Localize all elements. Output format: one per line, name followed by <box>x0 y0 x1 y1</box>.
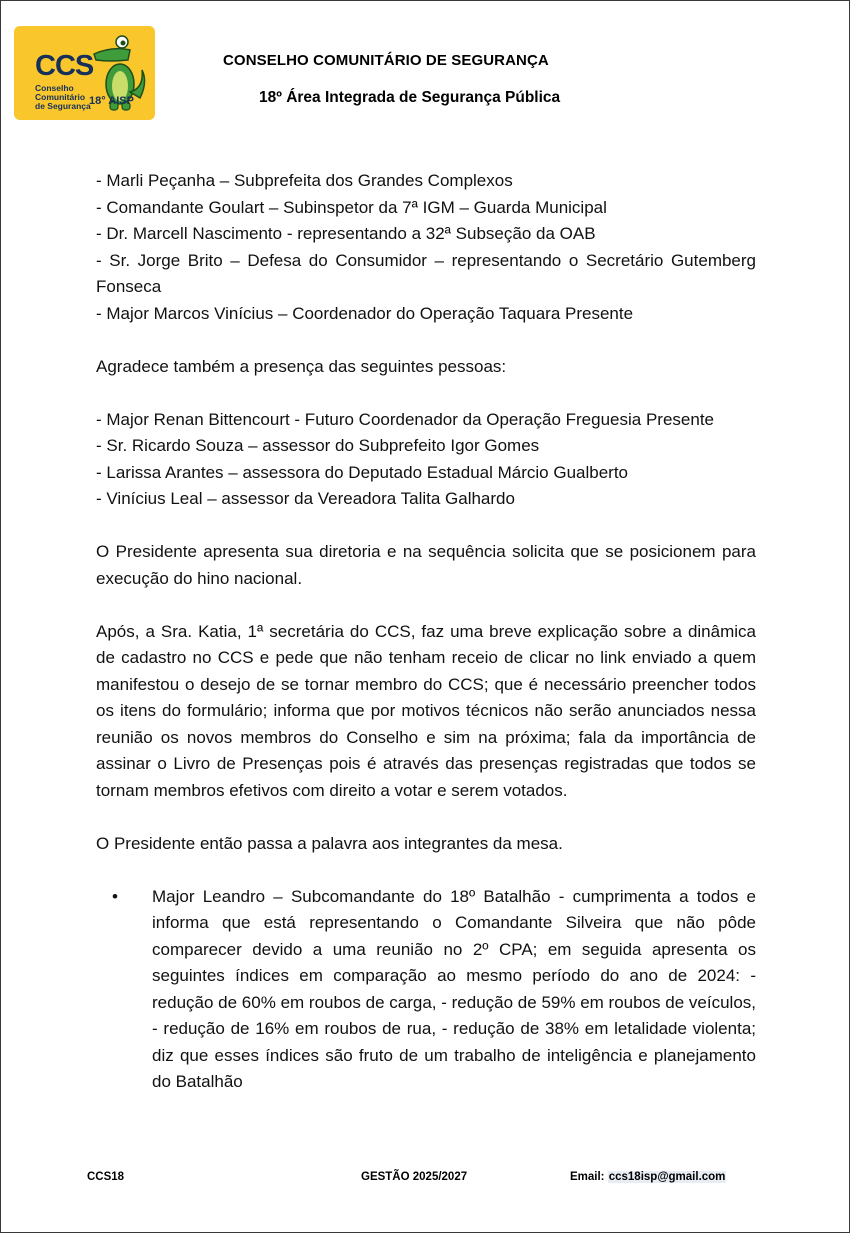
paragraph-secretary: Após, a Sra. Katia, 1ª secretária do CCS, faz uma breve explicação sobre a dinâmica de cadastro no CCS e pede que não tenham receio de clicar no link enviado a quem manifestou o desejo de se tornar membro do CCS; que é necessário preencher todos os itens do formulário; informa que por motivos técnicos não serão anunciados nessa reunião os novos membros do Conselho e sim na próxima; fala da importância de assinar o Livro de Presenças pois é através das presenças registradas que todos se tornam membros efetivos com direito a votar e serem votados. <box>96 621 756 800</box>
footer-email <box>570 1171 726 1183</box>
footer-term: GESTÃO 2025/2027 <box>361 1171 468 1183</box>
list-item: - Sr. Ricardo Souza – assessor do Subprefeito Igor Gomes <box>96 436 540 455</box>
footer-org: CCS18 <box>87 1171 125 1183</box>
list-item: - Dr. Marcell Nascimento - representando a 32ª Subseção da OAB <box>96 224 596 243</box>
speaker-list <box>96 884 756 1096</box>
speaker-text: Major Leandro – Subcomandante do 18º Batalhão - cumprimenta a todos e informa que está representando o Comandante Silveira que não pôde comparecer devido a uma reunião no 2º CPA; em seguida apresenta os seguintes índices em comparação ao mesmo período do ano de 2024: - redução de 60% em roubos de carga, - redução de 59% em roubos de veículos, - redução de 16% em roubos de rua, - redução de 38% em letalidade violenta; diz que esses índices são fruto de um trabalho de inteligência e planejamento do Batalhão <box>152 886 756 1091</box>
document-body <box>96 168 756 1096</box>
logo-subtitle: Conselho Comunitário de Segurança <box>35 83 91 111</box>
list-item: - Comandante Goulart – Subinspetor da 7ª IGM – Guarda Municipal <box>96 197 607 217</box>
header-subtitle: 18º Área Integrada de Segurança Pública <box>259 89 561 106</box>
logo-aisp: 18° AISP <box>89 95 134 107</box>
list-item: - Sr. Jorge Brito – Defesa do Consumidor – representando o Secretário Gutemberg Fonseca <box>96 250 756 296</box>
logo-acronym: CCS <box>35 50 94 82</box>
email-link[interactable]: ccs18isp@gmail.com <box>608 1171 726 1183</box>
paragraph-anthem: O Presidente apresenta sua diretoria e na sequência solicita que se posicionem para execução do hino nacional. <box>96 542 756 588</box>
ccs-logo <box>14 26 155 120</box>
header-title: CONSELHO COMUNITÁRIO DE SEGURANÇA <box>223 52 549 69</box>
list-item: - Vinícius Leal – assessor da Vereadora Talita Galhardo <box>96 489 515 508</box>
thanks-intro: Agradece também a presença das seguintes pessoas: <box>96 356 507 376</box>
list-item: - Major Renan Bittencourt - Futuro Coordenador da Operação Freguesia Presente <box>96 409 714 429</box>
email-label: Email: <box>570 1171 605 1183</box>
list-item: - Larissa Arantes – assessora do Deputado Estadual Márcio Gualberto <box>96 462 629 482</box>
list-item: - Marli Peçanha – Subprefeita dos Grandes Complexos <box>96 171 513 190</box>
list-item: - Major Marcos Vinícius – Coordenador do Operação Taquara Presente <box>96 303 634 323</box>
speaker-item <box>96 884 756 1096</box>
paragraph-floor: O Presidente então passa a palavra aos integrantes da mesa. <box>96 833 563 853</box>
bullet-icon: • <box>112 886 118 906</box>
